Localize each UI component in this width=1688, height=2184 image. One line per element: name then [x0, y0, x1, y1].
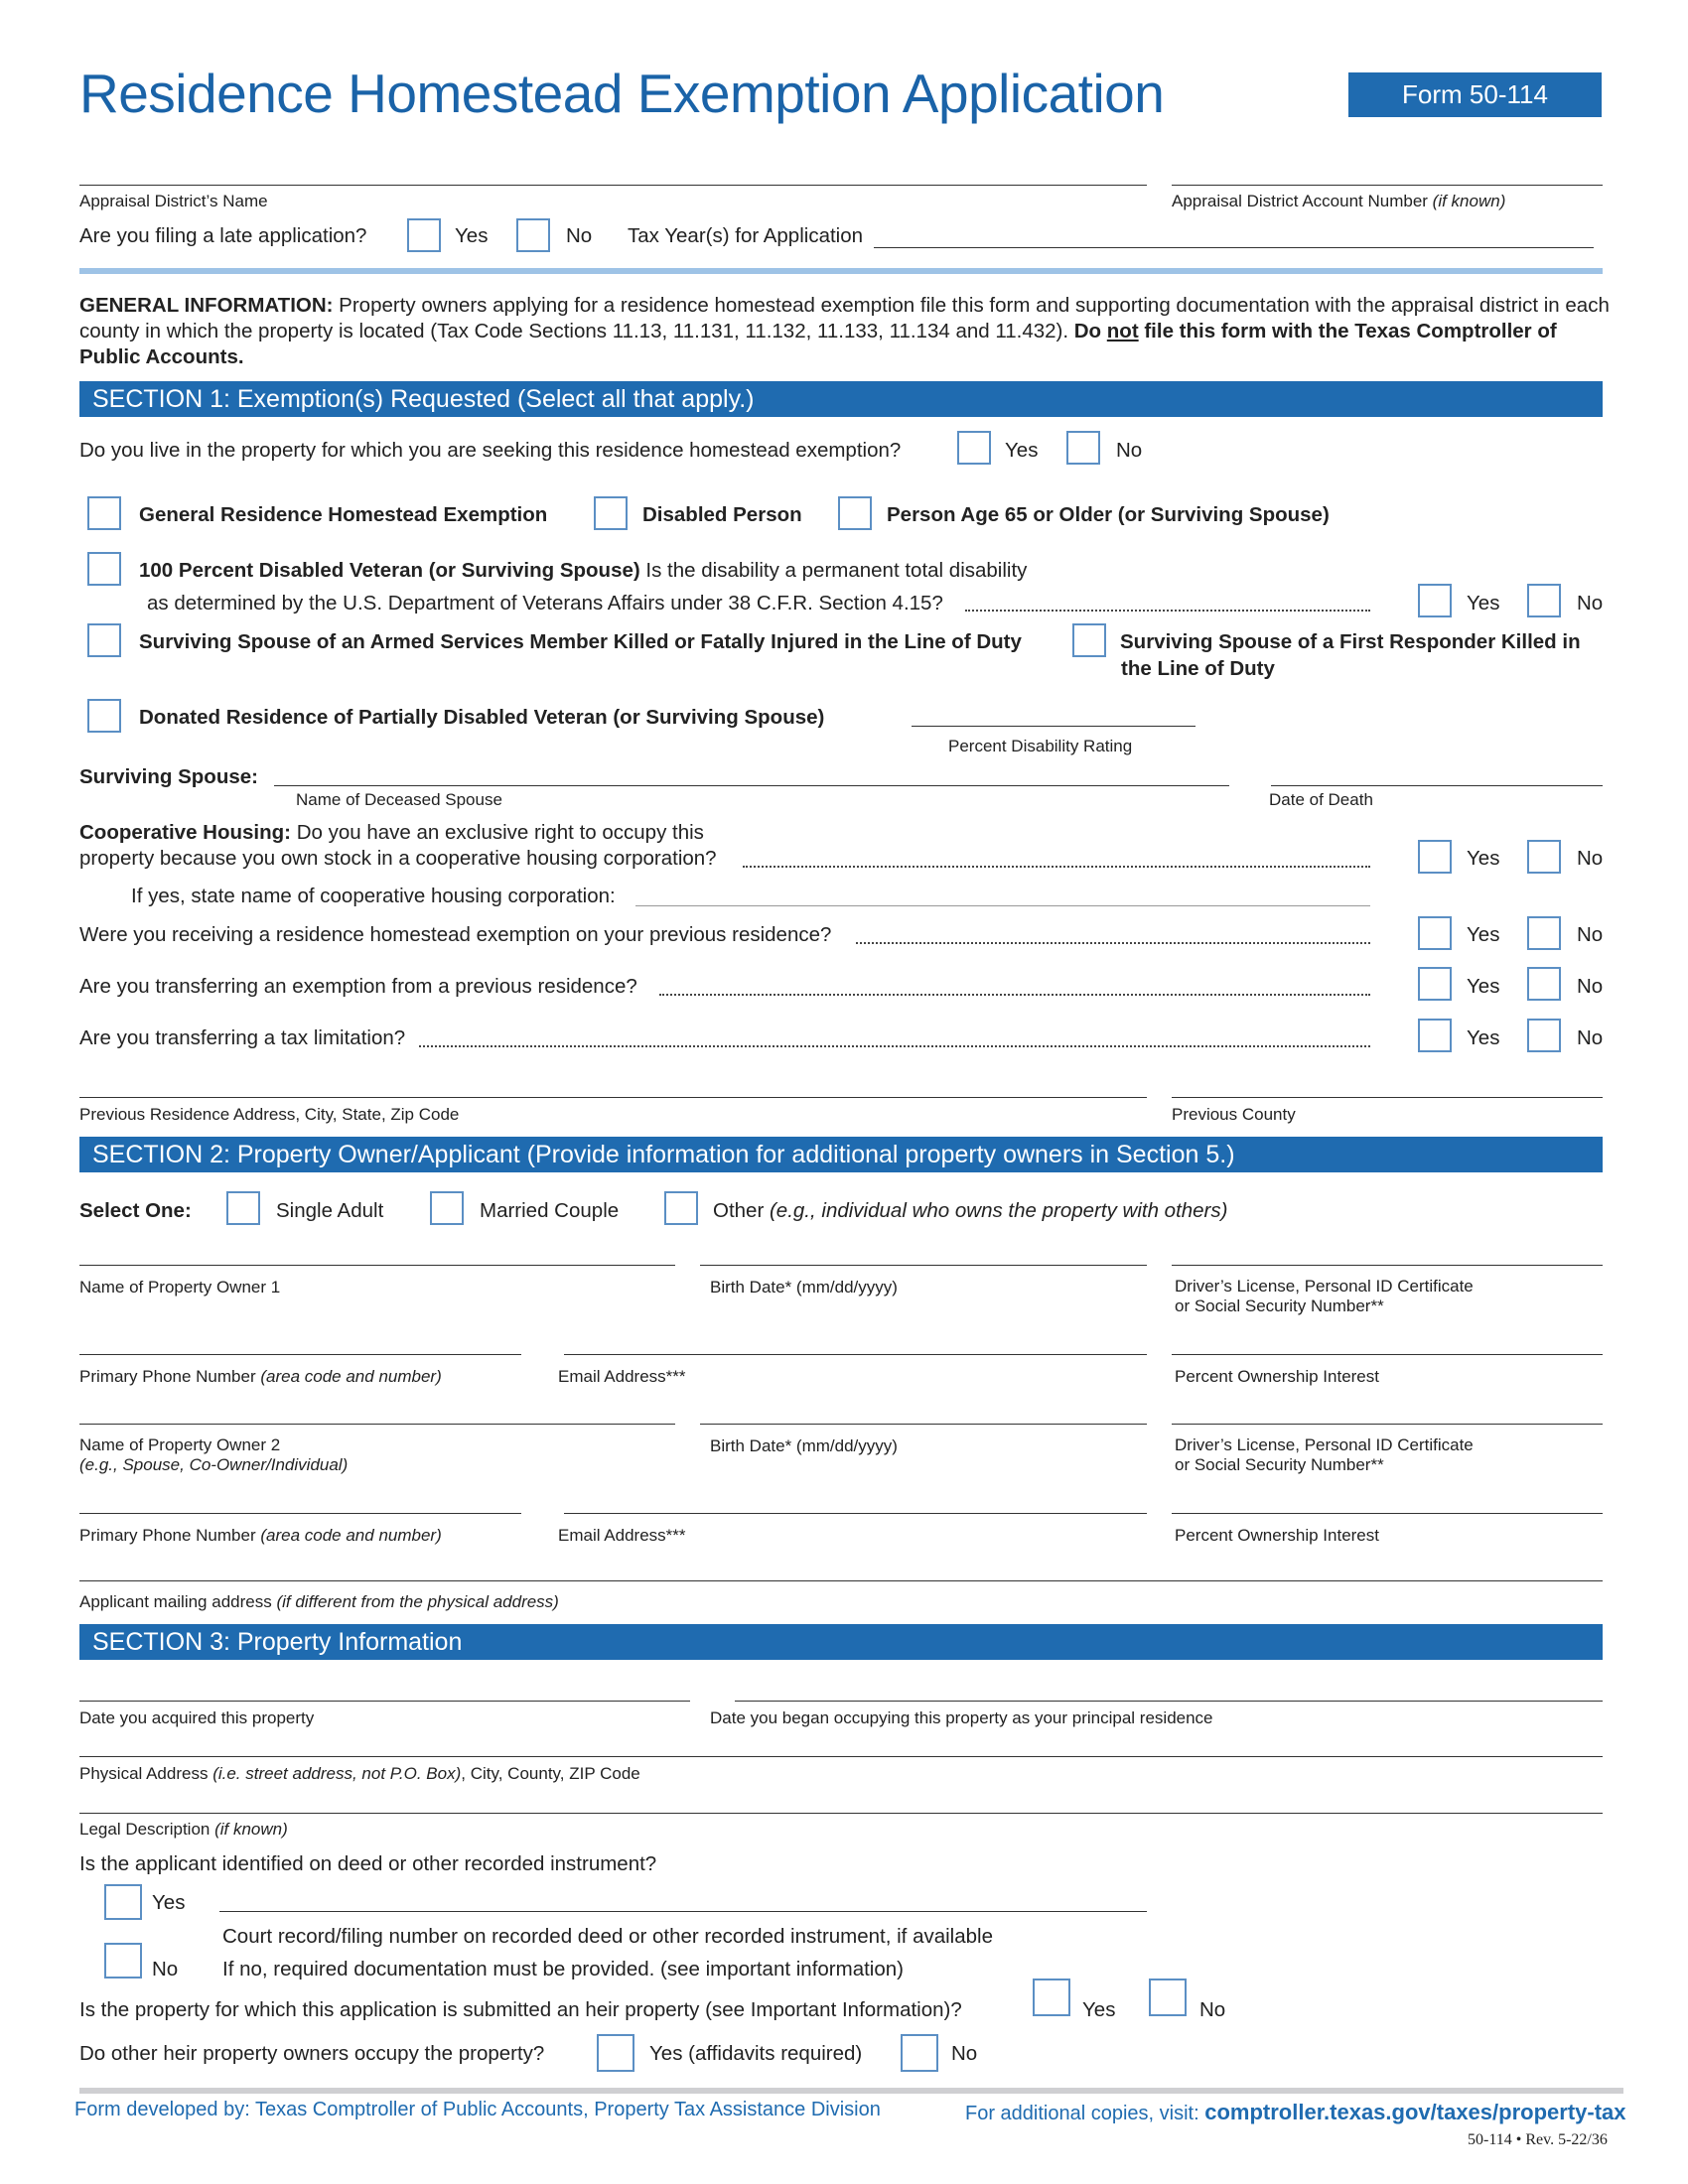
district-name-label: Appraisal District’s Name — [79, 192, 268, 210]
prev-exemption-question: Were you receiving a residence homestead exemption on your previous residence? — [79, 923, 832, 946]
account-number-label: Appraisal District Account Number (if known) — [1172, 192, 1506, 210]
prev-county-line[interactable] — [1172, 1097, 1603, 1098]
owner1-phone-line[interactable] — [79, 1354, 521, 1355]
deed-yes-label: Yes — [152, 1891, 186, 1914]
donated-residence-label: Donated Residence of Partially Disabled Veteran (or Surviving Spouse) — [139, 706, 825, 729]
general-exemption-checkbox[interactable] — [87, 496, 121, 530]
leader-dots — [856, 942, 1370, 944]
deed-no-label: No — [152, 1958, 179, 1980]
heir-occupy-no-label: No — [951, 2042, 978, 2065]
surviving-spouse-label: Surviving Spouse: — [79, 765, 258, 788]
other-owner-checkbox[interactable] — [664, 1191, 698, 1225]
prev-address-line[interactable] — [79, 1097, 1147, 1098]
disabled-person-label: Disabled Person — [642, 503, 802, 526]
general-information: GENERAL INFORMATION: Property owners applying for a residence homestead exemption file this form and supporting documentation with the appraisal district in each county in which the property is located (Tax Code Sections 11.13, 11.131, 11.132, 11.133, 11.134 and 11.432). Do not file this form with the Texas Comptroller of Public Accounts. — [79, 294, 1610, 368]
coop-no-checkbox[interactable] — [1527, 840, 1561, 874]
owner2-email-line[interactable] — [564, 1513, 1147, 1514]
heir-occupy-question: Do other heir property owners occupy the property? — [79, 2042, 545, 2065]
prev-exemption-yes-label: Yes — [1467, 923, 1500, 946]
percent-rating-label: Percent Disability Rating — [948, 737, 1133, 755]
age65-checkbox[interactable] — [838, 496, 872, 530]
physical-address-label: Physical Address (i.e. street address, not P.O. Box), City, County, ZIP Code — [79, 1764, 640, 1783]
single-adult-checkbox[interactable] — [226, 1191, 260, 1225]
owner2-name-line[interactable] — [79, 1424, 675, 1425]
live-no-label: No — [1116, 439, 1143, 462]
deceased-name-line[interactable] — [274, 785, 1229, 786]
occupying-date-line[interactable] — [735, 1701, 1603, 1702]
owner1-birth-line[interactable] — [700, 1265, 1147, 1266]
armed-services-checkbox[interactable] — [87, 623, 121, 657]
owner2-name-label: Name of Property Owner 2 (e.g., Spouse, Co-Owner/Individual) — [79, 1435, 349, 1474]
leader-dots — [419, 1045, 1370, 1047]
late-yes-checkbox[interactable] — [407, 218, 441, 252]
if-no-documentation-note: If no, required documentation must be provided. (see important information) — [222, 1958, 904, 1980]
owner2-birth-line[interactable] — [700, 1424, 1147, 1425]
heir-property-question: Is the property for which this application is submitted an heir property (see Important Information)? — [79, 1998, 962, 2021]
live-yes-label: Yes — [1005, 439, 1039, 462]
date-of-death-line[interactable] — [1271, 785, 1603, 786]
first-responder-label-1: Surviving Spouse of a First Responder Killed in — [1120, 630, 1581, 653]
transfer-exemption-question: Are you transferring an exemption from a previous residence? — [79, 975, 637, 998]
heir-yes-label: Yes — [1082, 1998, 1116, 2021]
first-responder-checkbox[interactable] — [1072, 623, 1106, 657]
armed-services-label: Surviving Spouse of an Armed Services Member Killed or Fatally Injured in the Line of Duty — [139, 630, 1022, 653]
veteran-permanent-no-label: No — [1577, 592, 1604, 614]
owner2-email-label: Email Address*** — [558, 1526, 686, 1545]
district-name-line[interactable] — [79, 185, 1147, 186]
transfer-limitation-no-label: No — [1577, 1026, 1604, 1049]
owner1-birth-label: Birth Date* (mm/dd/yyyy) — [710, 1278, 898, 1297]
coop-yes-checkbox[interactable] — [1418, 840, 1452, 874]
single-adult-label: Single Adult — [276, 1199, 384, 1222]
prev-county-label: Previous County — [1172, 1105, 1296, 1124]
section3-header: SECTION 3: Property Information — [79, 1624, 1603, 1660]
transfer-limitation-no-checkbox[interactable] — [1527, 1019, 1561, 1052]
leader-dots — [743, 866, 1370, 868]
transfer-limitation-question: Are you transferring a tax limitation? — [79, 1026, 406, 1049]
court-record-label: Court record/filing number on recorded deed or other recorded instrument, if available — [222, 1925, 993, 1948]
owner2-percent-label: Percent Ownership Interest — [1175, 1526, 1379, 1545]
account-number-line[interactable] — [1172, 185, 1603, 186]
footer-divider — [79, 2088, 1623, 2094]
heir-occupy-yes-label: Yes (affidavits required) — [649, 2042, 863, 2065]
legal-description-line[interactable] — [79, 1813, 1603, 1814]
date-of-death-label: Date of Death — [1269, 790, 1373, 809]
acquired-date-label: Date you acquired this property — [79, 1708, 315, 1727]
owner1-percent-label: Percent Ownership Interest — [1175, 1367, 1379, 1386]
veteran-permanent-yes-label: Yes — [1467, 592, 1500, 614]
form-number-badge: Form 50-114 — [1348, 72, 1602, 117]
mailing-address-label: Applicant mailing address (if different from the physical address) — [79, 1592, 559, 1611]
owner1-percent-line[interactable] — [1172, 1354, 1603, 1355]
late-no-label: No — [566, 224, 593, 247]
section2-header: SECTION 2: Property Owner/Applicant (Provide information for additional property owners in Section 5.) — [79, 1137, 1603, 1172]
transfer-exemption-no-checkbox[interactable] — [1527, 967, 1561, 1001]
disabled-person-checkbox[interactable] — [594, 496, 628, 530]
heir-occupy-yes-checkbox[interactable] — [597, 2034, 634, 2072]
physical-address-line[interactable] — [79, 1756, 1603, 1757]
tax-year-line[interactable] — [874, 247, 1594, 248]
cooperative-housing-line2: property because you own stock in a cooperative housing corporation? — [79, 847, 717, 870]
heir-no-label: No — [1199, 1998, 1226, 2021]
coop-name-line[interactable] — [635, 905, 1370, 906]
late-yes-label: Yes — [455, 224, 489, 247]
copies-url-link[interactable]: comptroller.texas.gov/taxes/property-tax — [1204, 2100, 1626, 2124]
deed-no-checkbox[interactable] — [104, 1943, 142, 1979]
section1-header: SECTION 1: Exemption(s) Requested (Select all that apply.) — [79, 381, 1603, 417]
coop-yes-label: Yes — [1467, 847, 1500, 870]
veteran-permanent-yes-checkbox[interactable] — [1418, 584, 1452, 617]
owner2-phone-line[interactable] — [79, 1513, 521, 1514]
header-divider — [79, 268, 1603, 274]
late-application-question: Are you filing a late application? — [79, 224, 367, 247]
veteran100-line2: as determined by the U.S. Department of Veterans Affairs under 38 C.F.R. Section 4.15? — [147, 592, 943, 614]
percent-rating-line[interactable] — [912, 726, 1196, 727]
coop-name-label: If yes, state name of cooperative housing corporation: — [131, 885, 616, 907]
tax-year-label: Tax Year(s) for Application — [628, 224, 864, 247]
heir-yes-checkbox[interactable] — [1033, 1979, 1070, 2016]
transfer-limitation-yes-checkbox[interactable] — [1418, 1019, 1452, 1052]
veteran100-label: 100 Percent Disabled Veteran (or Surviving Spouse) Is the disability a permanent total disability — [139, 559, 1028, 582]
owner1-id-label: Driver’s License, Personal ID Certificate or Social Security Number** — [1175, 1277, 1474, 1315]
owner1-phone-label: Primary Phone Number (area code and number) — [79, 1367, 442, 1386]
age65-label: Person Age 65 or Older (or Surviving Spouse) — [887, 503, 1330, 526]
transfer-exemption-no-label: No — [1577, 975, 1604, 998]
owner1-email-label: Email Address*** — [558, 1367, 686, 1386]
veteran100-checkbox[interactable] — [87, 552, 121, 586]
cooperative-housing-question: Cooperative Housing: Do you have an exclusive right to occupy this — [79, 821, 704, 844]
legal-description-label: Legal Description (if known) — [79, 1820, 288, 1839]
live-in-property-question: Do you live in the property for which you are seeking this residence homestead exemption? — [79, 439, 902, 462]
owner2-id-line[interactable] — [1172, 1424, 1603, 1425]
owner2-id-label: Driver’s License, Personal ID Certificate or Social Security Number** — [1175, 1435, 1474, 1474]
owner2-phone-label: Primary Phone Number (area code and number) — [79, 1526, 442, 1545]
page-title: Residence Homestead Exemption Application — [79, 63, 1165, 124]
deed-question: Is the applicant identified on deed or other recorded instrument? — [79, 1852, 657, 1875]
veteran-permanent-no-checkbox[interactable] — [1527, 584, 1561, 617]
owner1-email-line[interactable] — [564, 1354, 1147, 1355]
leader-dots — [659, 994, 1370, 996]
live-no-checkbox[interactable] — [1066, 431, 1100, 465]
donated-residence-checkbox[interactable] — [87, 699, 121, 733]
prev-address-label: Previous Residence Address, City, State, Zip Code — [79, 1105, 460, 1124]
married-couple-label: Married Couple — [480, 1199, 620, 1222]
transfer-limitation-yes-label: Yes — [1467, 1026, 1500, 1049]
live-yes-checkbox[interactable] — [957, 431, 991, 465]
select-one-label: Select One: — [79, 1199, 192, 1222]
general-exemption-label: General Residence Homestead Exemption — [139, 503, 548, 526]
married-couple-checkbox[interactable] — [430, 1191, 464, 1225]
prev-exemption-yes-checkbox[interactable] — [1418, 916, 1452, 950]
owner1-name-line[interactable] — [79, 1265, 675, 1266]
heir-occupy-no-checkbox[interactable] — [901, 2034, 938, 2072]
late-no-checkbox[interactable] — [516, 218, 550, 252]
developed-by-text: Form developed by: Texas Comptroller of Public Accounts, Property Tax Assistance Division — [74, 2099, 881, 2120]
owner1-id-line[interactable] — [1172, 1265, 1603, 1266]
additional-copies-text: For additional copies, visit: comptroller.texas.gov/taxes/property-tax — [965, 2100, 1626, 2124]
deed-yes-checkbox[interactable] — [104, 1884, 142, 1920]
transfer-exemption-yes-label: Yes — [1467, 975, 1500, 998]
deceased-name-label: Name of Deceased Spouse — [296, 790, 502, 809]
mailing-address-line[interactable] — [79, 1580, 1603, 1581]
acquired-date-line[interactable] — [79, 1701, 690, 1702]
leader-dots — [965, 610, 1370, 612]
heir-no-checkbox[interactable] — [1149, 1979, 1187, 2016]
occupying-date-label: Date you began occupying this property as your principal residence — [710, 1708, 1213, 1727]
revision-text: 50-114 • Rev. 5-22/36 — [1468, 2131, 1608, 2148]
prev-exemption-no-checkbox[interactable] — [1527, 916, 1561, 950]
first-responder-label-2: the Line of Duty — [1121, 657, 1275, 680]
owner1-name-label: Name of Property Owner 1 — [79, 1278, 281, 1297]
prev-exemption-no-label: No — [1577, 923, 1604, 946]
transfer-exemption-yes-checkbox[interactable] — [1418, 967, 1452, 1001]
other-owner-label: Other (e.g., individual who owns the property with others) — [713, 1199, 1228, 1222]
coop-no-label: No — [1577, 847, 1604, 870]
owner2-percent-line[interactable] — [1172, 1513, 1603, 1514]
court-record-line[interactable] — [219, 1911, 1147, 1912]
owner2-birth-label: Birth Date* (mm/dd/yyyy) — [710, 1436, 898, 1455]
